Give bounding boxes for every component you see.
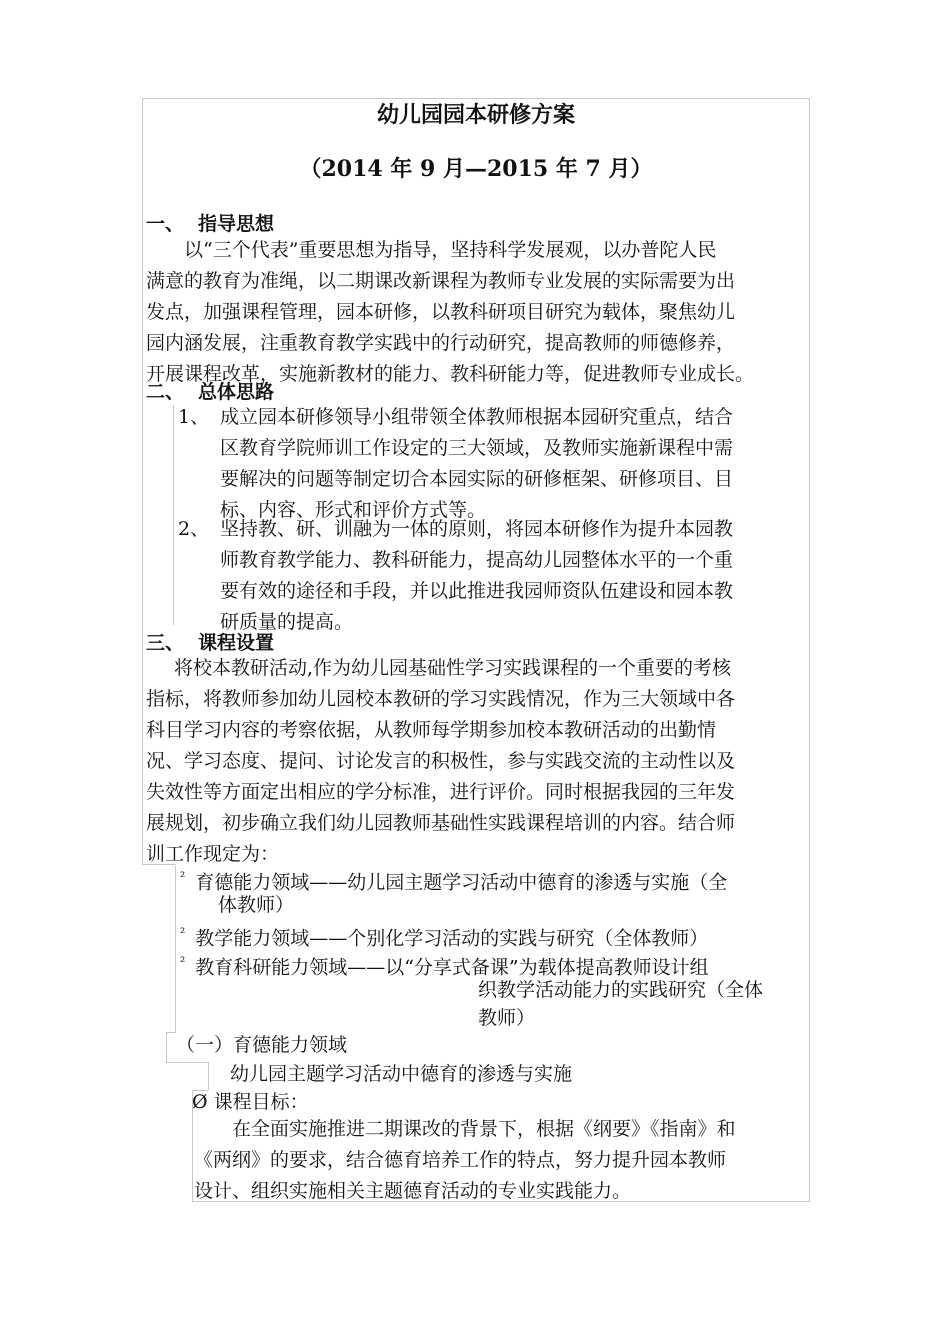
paragraph-line: 满意的教育为准绳，以二期课改新课程为教师专业发展的实际需要为出 (146, 270, 736, 292)
item-line: 要解决的问题等制定切合本园实际的研修框架、研修项目、目 (220, 468, 734, 490)
bullet-text: 育德能力领域——幼儿园主题学习活动中德育的渗透与实施（全 (195, 871, 728, 894)
frame-inner-line-2 (175, 866, 176, 1032)
subsection-1-heading: （一）育德能力领域 (176, 1034, 348, 1056)
section-2-item-1 (178, 402, 808, 526)
bullet-text: 教学能力领域——个别化学习活动的实践与研究（全体教师） (195, 927, 709, 950)
section-2-heading (146, 377, 274, 404)
paragraph-line: 展规划，初步确立我们幼儿园教师基础性实践课程培训的内容。结合师 (146, 812, 736, 834)
paragraph-line: 科目学习内容的考察依据，从教师每学期参加校本教研活动的出勤情 (146, 719, 717, 741)
goal-marker-icon: Ø (192, 1091, 208, 1113)
bullet-marker: ² (180, 870, 186, 885)
paragraph-line: 园内涵发展，注重教育教学实践中的行动研究，提高教师的师德修养， (146, 332, 736, 354)
item-text (220, 402, 808, 526)
frame-inner-line-4 (208, 1062, 209, 1090)
item-text (220, 514, 808, 638)
item-line: 研质量的提高。 (220, 611, 354, 633)
item-line: 标、内容、形式和评价方式等。 (220, 499, 487, 521)
bullet-text: 教育科研能力领域——以“分享式备课”为载体提高教师设计组 (195, 956, 709, 979)
section-2-title: 总体思路 (198, 381, 275, 403)
section-3-number: 三、 (146, 632, 185, 654)
paragraph-line: 将校本教研活动,作为幼儿园基础性学习实践课程的一个重要的考核 (174, 657, 732, 679)
section-1-title: 指导思想 (198, 213, 275, 235)
section-2-item-2 (178, 514, 808, 638)
paragraph-line: 况、学习态度、提问、讨论发言的积极性，参与实践交流的主动性以及 (146, 750, 736, 772)
course-goal-paragraph (194, 1114, 808, 1207)
frame-inner-line-3 (166, 1032, 167, 1062)
paragraph-line: 指标，将教师参加幼儿园校本教研的学习实践情况，作为三大领域中各 (146, 688, 736, 710)
paragraph-line: 失效性等方面定出相应的学分标准，进行评价。同时根据我园的三年发 (146, 781, 736, 803)
item-marker: 1、 (178, 406, 210, 428)
course-goal-label (192, 1087, 309, 1117)
frame-left-line (142, 98, 143, 864)
item-marker: 2、 (178, 518, 210, 540)
section-2-number: 二、 (146, 381, 185, 403)
bullet-marker: ² (180, 955, 186, 970)
item-line: 师教育教学能力、教科研能力，提高幼儿园整体水平的一个重 (220, 549, 734, 571)
section-3-paragraph (146, 653, 808, 870)
bullet-item-1-continuation: 体教师） (218, 894, 295, 916)
frame-inner-line-1 (173, 405, 174, 625)
frame-step-3 (166, 1062, 208, 1063)
frame-step-2 (166, 1032, 176, 1033)
paragraph-line: 设计、组织实施相关主题德育活动的专业实践能力。 (194, 1180, 632, 1202)
paragraph-line: 开展课程改革，实施新教材的能力、教科研能力等，促进教师专业成长。 (146, 363, 755, 385)
section-1-heading (146, 209, 274, 236)
paragraph-line: 以“三个代表”重要思想为指导，坚持科学发展观，以办普陀人民 (184, 239, 717, 261)
bullet-marker: ² (180, 926, 186, 941)
section-3-title: 课程设置 (198, 632, 275, 654)
document-title: 幼儿园园本研修方案 (376, 102, 575, 128)
section-3-heading (146, 628, 274, 655)
document-subtitle: （2014 年 9 月—2015 年 7 月） (299, 156, 653, 182)
paragraph-line: 训工作现定为： (146, 843, 280, 865)
paragraph-line: 《两纲》的要求，结合德育培养工作的特点，努力提升园本教师 (194, 1149, 727, 1171)
frame-right-line (809, 98, 810, 1202)
section-1-number: 一、 (146, 213, 185, 235)
paragraph-line: 在全面实施推进二期课改的背景下，根据《纲要》《指南》和 (232, 1118, 736, 1140)
bullet-item-3-continuation: 教师） (478, 1007, 536, 1029)
item-line: 要有效的途径和手段，并以此推进我园师资队伍建设和园本教 (220, 580, 734, 602)
bullet-item-3-continuation: 织教学活动能力的实践研究（全体 (478, 979, 764, 1001)
item-line: 成立园本研修领导小组带领全体教师根据本园研究重点，结合 (220, 406, 734, 428)
item-line: 坚持教、研、训融为一体的原则，将园本研修作为提升本园教 (220, 518, 734, 540)
goal-label-text: 课程目标： (213, 1091, 309, 1113)
subsection-1-topic: 幼儿园主题学习活动中德育的渗透与实施 (230, 1063, 573, 1085)
item-line: 区教育学院师训工作设定的三大领域，及教师实施新课程中需 (220, 437, 734, 459)
section-1-paragraph (146, 235, 808, 390)
paragraph-line: 发点，加强课程管理，园本研修，以教科研项目研究为载体，聚焦幼儿 (146, 301, 736, 323)
